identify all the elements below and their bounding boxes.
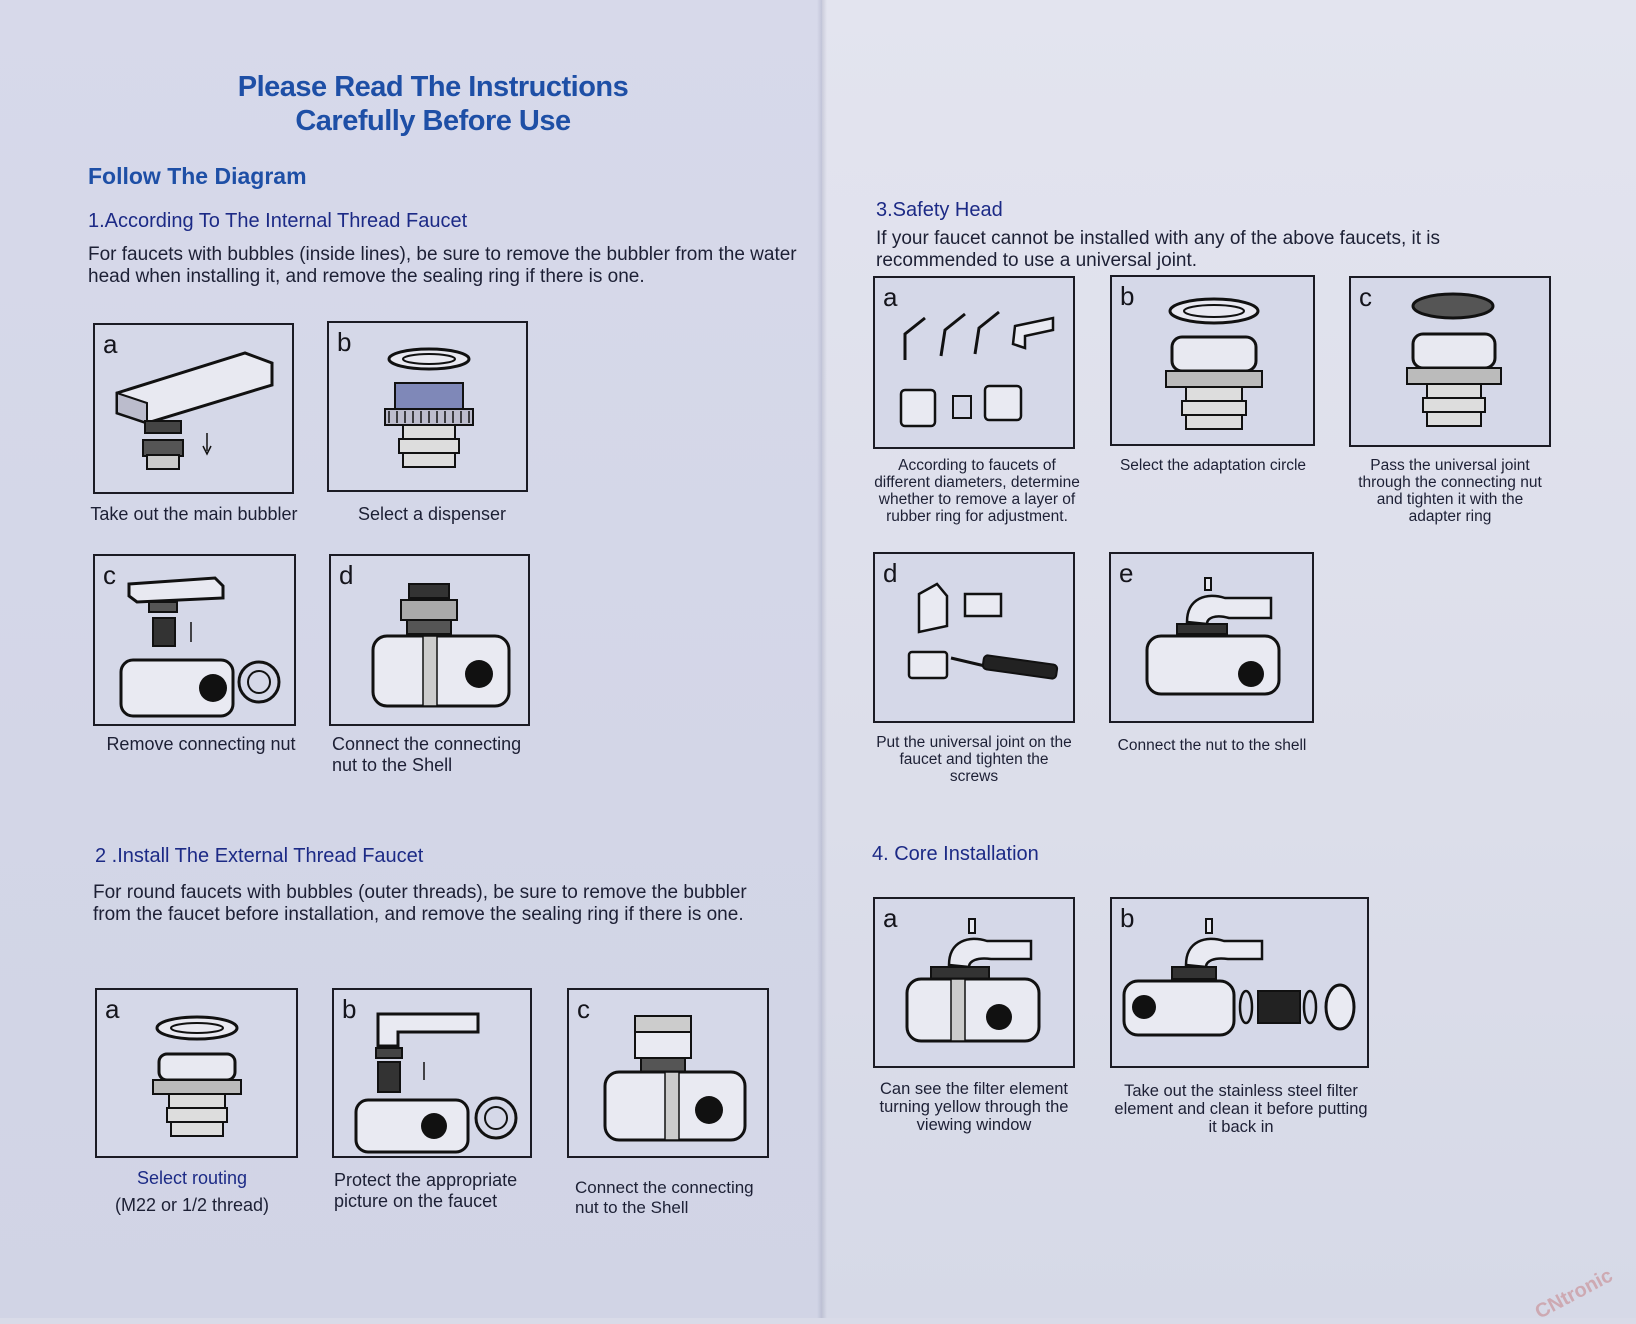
section3-body: If your faucet cannot be installed with any of the above faucets, it is recommended to use a universal joint.: [876, 228, 1440, 271]
step-panel-3c: [1349, 276, 1551, 447]
step-caption-2a: Select routing: [136, 1168, 248, 1188]
step-caption-2a-thread: (M22 or 1/2 thread): [114, 1195, 270, 1215]
step-caption-1c: Remove connecting nut: [106, 734, 296, 754]
connect-nut-illustration: [331, 556, 532, 728]
adaptation-circle-illustration: [1112, 277, 1317, 448]
step-letter: e: [1119, 558, 1134, 588]
step-panel-1d: [329, 554, 530, 726]
page-title-line-1: Please Read The Instructions: [237, 71, 629, 103]
watermark: CNtronic: [1531, 1264, 1616, 1324]
page-fold: [817, 0, 827, 1318]
step-letter: c: [1359, 282, 1372, 312]
step-panel-4b: [1110, 897, 1369, 1068]
step-panel-1a: [93, 323, 294, 494]
step-letter: d: [883, 558, 898, 588]
section4-heading: 4. Core Installation: [872, 843, 1039, 865]
diagram-subtitle: Follow The Diagram: [88, 163, 307, 189]
step-panel-2c: [567, 988, 769, 1158]
section1-body: For faucets with bubbles (inside lines), be sure to remove the bubbler from the water head when installing it, and remove the sealing ring if there is one.: [88, 244, 797, 287]
step-caption-3e: Connect the nut to the shell: [1117, 737, 1307, 754]
step-panel-1c: [93, 554, 296, 726]
section1-heading: 1.According To The Internal Thread Faucet: [88, 210, 468, 232]
adapter-ring-illustration: [1351, 278, 1553, 449]
dispenser-illustration: [329, 323, 530, 494]
step-letter: a: [883, 282, 898, 312]
step-panel-2a: [95, 988, 298, 1158]
step-panel-3e: [1109, 552, 1314, 723]
connect-shell-illustration: [569, 990, 771, 1160]
step-caption-4b: Take out the stainless steel filter element and clean it before putting it back in: [1114, 1082, 1368, 1136]
step-panel-1b: [327, 321, 528, 492]
step-letter: a: [883, 903, 898, 933]
step-caption-3a: According to faucets of different diameters, determine whether to remove a layer of rubber ring for adjustment.: [874, 457, 1080, 525]
routing-illustration: [97, 990, 300, 1160]
step-panel-4a: [873, 897, 1075, 1068]
section2-heading: 2 .Install The External Thread Faucet: [95, 845, 424, 867]
rubber-rings-illustration: [875, 278, 1077, 451]
step-caption-2c: Connect the connecting nut to the Shell: [575, 1178, 754, 1217]
section2-body: For round faucets with bubbles (outer threads), be sure to remove the bubbler from the faucet before installation, and remove the sealing ring if there is one.: [93, 882, 747, 925]
step-panel-3a: [873, 276, 1075, 449]
step-letter: b: [337, 327, 352, 357]
filter-element-illustration: [1112, 899, 1371, 1070]
step-caption-2b: Protect the appropriate picture on the faucet: [334, 1170, 518, 1211]
step-letter: b: [1120, 281, 1135, 311]
step-caption-3b: Select the adaptation circle: [1119, 457, 1307, 474]
step-caption-1b: Select a dispenser: [357, 504, 507, 524]
step-panel-2b: [332, 988, 532, 1158]
step-caption-3c: Pass the universal joint through the connecting nut and tighten it with the adapter ring: [1358, 457, 1542, 525]
step-caption-1d: Connect the connecting nut to the Shell: [332, 734, 522, 775]
step-letter: c: [577, 994, 590, 1024]
section3-heading: 3.Safety Head: [876, 199, 1003, 221]
step-letter: c: [103, 560, 116, 590]
step-letter: d: [339, 560, 354, 590]
step-letter: a: [105, 994, 120, 1024]
step-panel-3d: [873, 552, 1075, 723]
step-letter: a: [103, 329, 118, 359]
step-caption-1a: Take out the main bubbler: [90, 504, 298, 524]
tighten-screws-illustration: [875, 554, 1077, 725]
page-title: [160, 70, 706, 138]
bubbler-removal-illustration: [95, 325, 296, 496]
step-caption-3d: Put the universal joint on the faucet and tighten the screws: [876, 734, 1072, 785]
step-letter: b: [342, 994, 357, 1024]
step-caption-4a: Can see the filter element turning yellow through the viewing window: [879, 1080, 1069, 1134]
page-title-line-2: Carefully Before Use: [295, 105, 571, 137]
remove-nut-illustration: [95, 556, 298, 728]
filter-window-illustration: [875, 899, 1077, 1070]
step-panel-3b: [1110, 275, 1315, 446]
step-letter: b: [1120, 903, 1135, 933]
faucet-illustration: [334, 990, 534, 1160]
nut-to-shell-illustration: [1111, 554, 1316, 725]
